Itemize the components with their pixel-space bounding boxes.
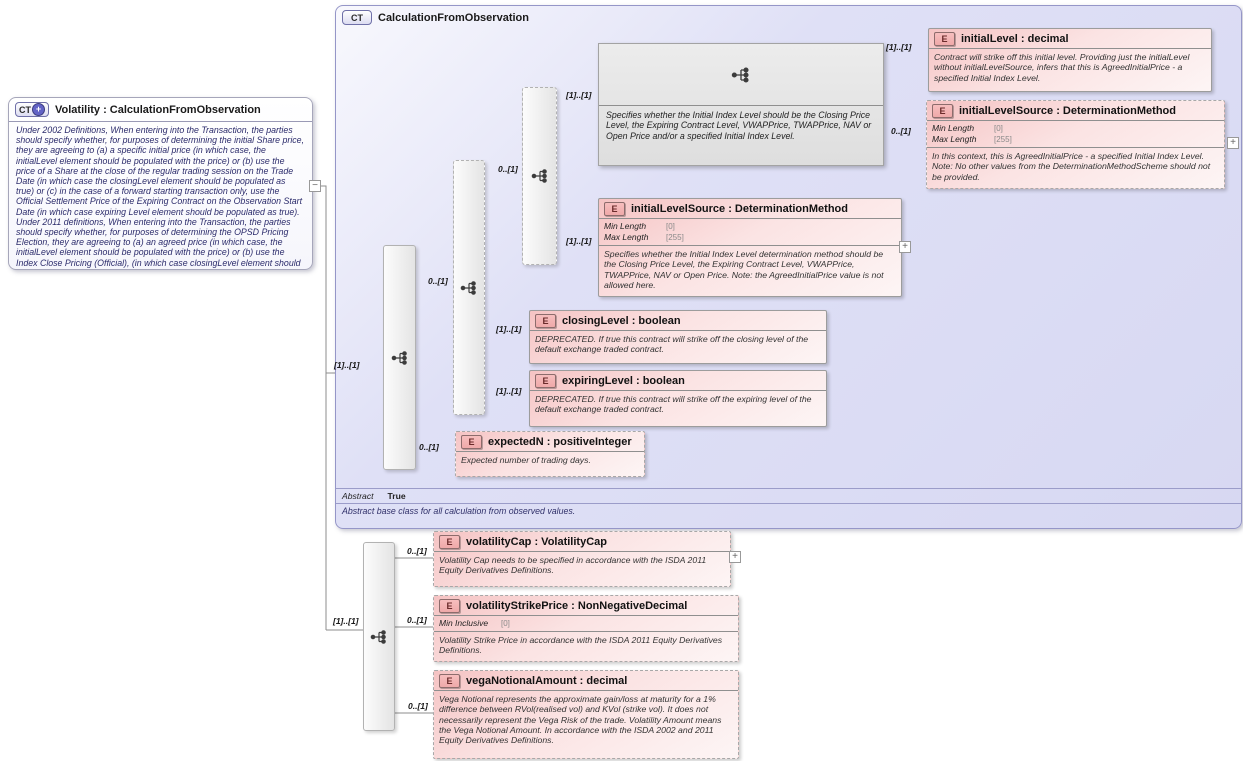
element-title: expectedN : positiveInteger [488,435,632,448]
choice-icon [460,280,478,296]
cardinality-label: [1]..[1] [333,616,359,626]
cardinality-label: 0..[1] [891,126,911,136]
complextype-title: CalculationFromObservation [378,11,529,24]
element-description: In this context, this is AgreedInitialPrice - a specified Initial Index Level. Note: No other values from the DeterminationMethodScheme should not be provided. [932,151,1211,182]
type-volatility[interactable] [8,97,313,270]
element-icon: E [604,202,625,216]
abstract-value: True [387,491,406,501]
element-description: Volatility Cap needs to be specified in accordance with the ISDA 2011 Equity Derivatives Definitions. [439,555,707,576]
element-expectedn[interactable] [455,431,645,477]
element-initiallevelsource-mid[interactable] [598,198,902,297]
element-icon: E [439,535,460,549]
element-expiringlevel[interactable] [529,370,827,427]
sequence-icon [370,629,388,645]
cardinality-label: [1]..[1] [566,236,592,246]
cardinality-label: 0..[1] [408,701,428,711]
element-icon: E [934,32,955,46]
element-title: volatilityCap : VolatilityCap [466,535,607,548]
element-closinglevel[interactable] [529,310,827,364]
cardinality-label: [1]..[1] [334,360,360,370]
sequence-icon [391,350,409,366]
abstract-label: Abstract [342,491,374,501]
element-title: initialLevelSource : DeterminationMethod [959,104,1176,117]
complextype-footer [336,488,1241,528]
element-title: initialLevelSource : DeterminationMethod [631,202,848,215]
collapse-handle[interactable]: − [309,180,321,192]
expand-handle-initiallevelsource-top[interactable]: + [1227,137,1239,149]
element-description: DEPRECATED. If true this contract will strike off the closing level of the default exchange traded contract. [535,334,809,355]
element-description: Expected number of trading days. [461,455,591,465]
element-initiallevel[interactable] [928,28,1212,92]
element-initiallevelsource-top[interactable] [926,100,1225,189]
sequence-connector-main[interactable] [383,245,416,470]
element-volatilitystrikeprice[interactable] [433,595,739,662]
expand-handle-initiallevelsource-mid[interactable]: + [899,241,911,253]
complextype-description: Abstract base class for all calculation from observed values. [342,506,576,516]
element-veganotionalamount[interactable] [433,670,739,759]
type-volatility-title: Volatility : CalculationFromObservation [55,103,261,116]
complextype-icon: CT [342,10,372,25]
element-title: vegaNotionalAmount : decimal [466,674,628,687]
cardinality-label: 0..[1] [419,442,439,452]
choice-icon [531,168,549,184]
choice-connector-optional[interactable] [453,160,485,415]
element-description: Volatility Strike Price in accordance with the ISDA 2011 Equity Derivatives Definitions. [439,635,723,656]
element-title: closingLevel : boolean [562,314,681,327]
element-description: Specifies whether the Initial Index Level determination method should be the Closing Price Level, the Expiring Contract Level, VWAPPrice, TWAPPrice, NAV or Open Price. Note: the AgreedInitialPrice value is not allowed here. [604,249,884,290]
sequence-connector-volatility[interactable] [363,542,395,731]
expand-handle-volatilitycap[interactable]: + [729,551,741,563]
extension-plus-icon: + [32,103,45,116]
element-icon: E [535,374,556,388]
element-icon: E [461,435,482,449]
cardinality-label: 0..[1] [407,615,427,625]
cardinality-label: [1]..[1] [566,90,592,100]
element-icon: E [535,314,556,328]
element-facets: Min Inclusive [0] [434,616,738,632]
cardinality-label: [1]..[1] [496,324,522,334]
element-facets: Min Length [0] Max Length [255] [927,121,1224,148]
element-icon: E [439,674,460,688]
complextype-header [336,6,1241,29]
element-description: DEPRECATED. If true this contract will strike off the expiring level of the default exchange traded contract. [535,394,812,415]
element-title: volatilityStrikePrice : NonNegativeDecimal [466,599,688,612]
cardinality-label: 0..[1] [428,276,448,286]
element-icon: E [439,599,460,613]
sequence-doc-box[interactable] [598,43,884,166]
type-volatility-description: Under 2002 Definitions, When entering into the Transaction, the parties should specify whether, for purposes of determining the initial Share price, they are agreeing to (a) a specific initial price (in which case, the initialLevel element should be populated with the price) or (b) use the price of a Share at the close of the regular trading session on the Trade Date (in which case the closingLevel element should be populated as true) or (c) in the case of a forward starting transaction only, use the Official Settlement Price of the Expiring Contract on the Observation Start Date (in which case expiring Level element should be populated as true). Under 2011 definitions, When entering into the Transaction, the parties should specify whether, for purposes of determining the OPSD Pricing Election, they are agreeing to (a) an agreed price (in which case, the initialLevel element should be populated with the price) or (b) use the Index Close Pricing (Official), (in which case closingLevel element should [16,125,305,268]
element-title: expiringLevel : boolean [562,374,685,387]
sequence-icon [731,66,751,84]
cardinality-label: 0..[1] [498,164,518,174]
sequence-doc-description: Specifies whether the Initial Index Level should be the Closing Price Level, the Expiring Contract Level, VWAPPrice, TWAPPrice, NAV or Open Price and/or a specified Initial Index Level. [606,110,872,141]
element-description: Vega Notional represents the approximate gain/loss at maturity for a 1% difference between RVol(realised vol) and KVol (strike vol). It does not necessarily represent the Vega Risk of the trade. Volatility Amount means the Vega Notional Amount. In accordance with the ISDA 2002 and 2011 Equity Derivatives Definitions. [439,694,722,746]
element-facets: Min Length [0] Max Length [255] [599,219,901,246]
element-volatilitycap[interactable] [433,531,731,587]
element-title: initialLevel : decimal [961,32,1069,45]
element-icon: E [932,104,953,118]
choice-connector-initial-level[interactable] [522,87,557,265]
complextype-extension-icon: CT + [15,102,49,117]
sequence-doc-header [599,44,883,106]
cardinality-label: [1]..[1] [496,386,522,396]
type-volatility-header [9,98,312,122]
element-description: Contract will strike off this initial level. Providing just the initialLevel without initialLevelSource, infers that this is AgreedInitialPrice - a specified Initial Index Level. [934,52,1190,83]
cardinality-label: [1]..[1] [886,42,912,52]
cardinality-label: 0..[1] [407,546,427,556]
